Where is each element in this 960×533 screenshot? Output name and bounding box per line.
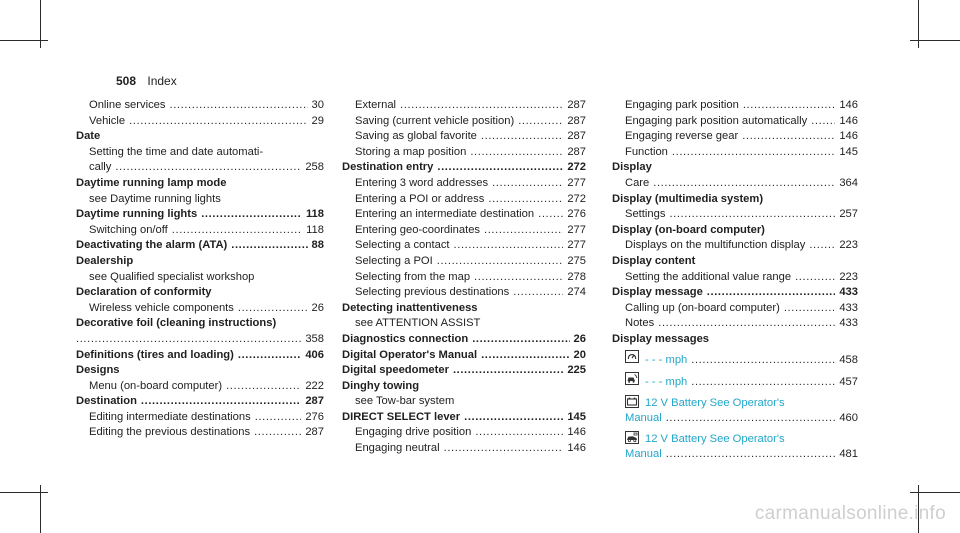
index-entry: Notes ..... 433	[612, 316, 858, 332]
index-entry: Saving as global favorite ..... 287	[342, 129, 586, 145]
index-entry: Care ..... 364	[612, 176, 858, 192]
index-heading: Daytime running lights ..... 118	[76, 207, 324, 223]
section-title: Index	[147, 74, 177, 88]
index-entry: Manual ..... 481	[612, 447, 858, 463]
car-battery-icon	[625, 431, 639, 444]
index-entry: Entering geo-coordinates ..... 277	[342, 223, 586, 239]
index-entry: see Tow-bar system	[355, 395, 455, 408]
index-entry: Menu (on-board computer) ..... 222	[76, 379, 324, 395]
index-heading: Declaration of conformity	[76, 286, 212, 299]
speed-limiter-icon	[625, 350, 639, 363]
crop-mark	[0, 40, 48, 41]
index-heading: Display message ..... 433	[612, 285, 858, 301]
index-heading: Definitions (tires and loading) ..... 406	[76, 348, 324, 364]
index-heading: Designs	[76, 364, 120, 377]
index-entry: Engaging park position ..... 146	[612, 98, 858, 114]
index-entry: Saving (current vehicle position) ..... 287	[342, 114, 586, 130]
battery-icon	[625, 395, 639, 408]
crop-mark	[910, 492, 960, 493]
index-entry: ..... 358	[76, 332, 324, 348]
index-entry: 12 V Battery See Operator's	[612, 395, 858, 412]
index-entry: Manual ..... 460	[612, 411, 858, 427]
index-entry: Entering an intermediate destination ..... 276	[342, 207, 586, 223]
index-entry: Setting the time and date automati-	[89, 145, 264, 158]
index-entry: Wireless vehicle components ..... 26	[76, 301, 324, 317]
index-entry: Engaging neutral ..... 146	[342, 441, 586, 457]
index-entry: Selecting a contact ..... 277	[342, 238, 586, 254]
index-entry: Engaging park position automatically ..... 146	[612, 114, 858, 130]
index-entry: Entering 3 word addresses ..... 277	[342, 176, 586, 192]
index-entry: Selecting a POI ..... 275	[342, 254, 586, 270]
index-heading: Destination ..... 287	[76, 394, 324, 410]
index-entry: see ATTENTION ASSIST	[355, 317, 481, 330]
index-entry: Vehicle ..... 29	[76, 114, 324, 130]
index-entry: see Qualified specialist workshop	[89, 270, 255, 283]
index-entry: - - - mph ..... 458	[612, 350, 858, 369]
index-heading: Dinghy towing	[342, 379, 420, 392]
index-entry: see Daytime running lights	[89, 192, 221, 205]
index-entry: cally ..... 258	[76, 160, 324, 176]
index-heading: Destination entry ..... 272	[342, 160, 586, 176]
index-entry: Selecting from the map ..... 278	[342, 270, 586, 286]
index-heading: Display (on-board computer)	[612, 223, 765, 236]
index-entry: Calling up (on-board computer) ..... 433	[612, 301, 858, 317]
index-heading: Display content	[612, 254, 696, 267]
index-entry: Editing the previous destinations ..... 287	[76, 425, 324, 441]
index-heading: Daytime running lamp mode	[76, 176, 227, 189]
watermark: carmanualsonline.info	[754, 503, 946, 524]
index-entry: Online services ..... 30	[76, 98, 324, 114]
index-column-2	[342, 98, 586, 457]
index-entry: Storing a map position ..... 287	[342, 145, 586, 161]
index-entry: Engaging drive position ..... 146	[342, 425, 586, 441]
index-entry: - - - mph ..... 457	[612, 372, 858, 391]
index-entry: Settings ..... 257	[612, 207, 858, 223]
index-heading: Diagnostics connection ..... 26	[342, 332, 586, 348]
index-column-1	[76, 98, 324, 441]
index-heading: Detecting inattentiveness	[342, 301, 478, 314]
index-entry: Setting the additional value range ..... 223	[612, 270, 858, 286]
index-entry: Selecting previous destinations ..... 274	[342, 285, 586, 301]
index-heading: Digital speedometer ..... 225	[342, 363, 586, 379]
index-heading: Decorative foil (cleaning instructions)	[76, 317, 277, 330]
index-heading: Date	[76, 130, 101, 143]
index-heading: Display messages	[612, 332, 710, 345]
index-entry: Engaging reverse gear ..... 146	[612, 129, 858, 145]
index-heading: Deactivating the alarm (ATA) ..... 88	[76, 238, 324, 254]
index-heading: Dealership	[76, 254, 134, 267]
index-entry: Switching on/off ..... 118	[76, 223, 324, 239]
index-entry: 12 V Battery See Operator's	[612, 431, 858, 448]
index-entry: Function ..... 145	[612, 145, 858, 161]
crop-mark	[0, 492, 48, 493]
index-heading: DIRECT SELECT lever ..... 145	[342, 410, 586, 426]
crop-mark	[910, 40, 960, 41]
index-heading: Digital Operator's Manual ..... 20	[342, 348, 586, 364]
index-entry: External ..... 287	[342, 98, 586, 114]
index-entry: Entering a POI or address ..... 272	[342, 192, 586, 208]
page-number: 508	[116, 74, 137, 88]
car-sensor-icon	[625, 372, 639, 385]
index-entry: Editing intermediate destinations ..... 276	[76, 410, 324, 426]
index-column-3	[612, 98, 858, 463]
index-heading: Display	[612, 161, 652, 174]
index-heading: Display (multimedia system)	[612, 192, 764, 205]
index-entry: Displays on the multifunction display ..... 223	[612, 238, 858, 254]
page-header	[116, 74, 177, 88]
